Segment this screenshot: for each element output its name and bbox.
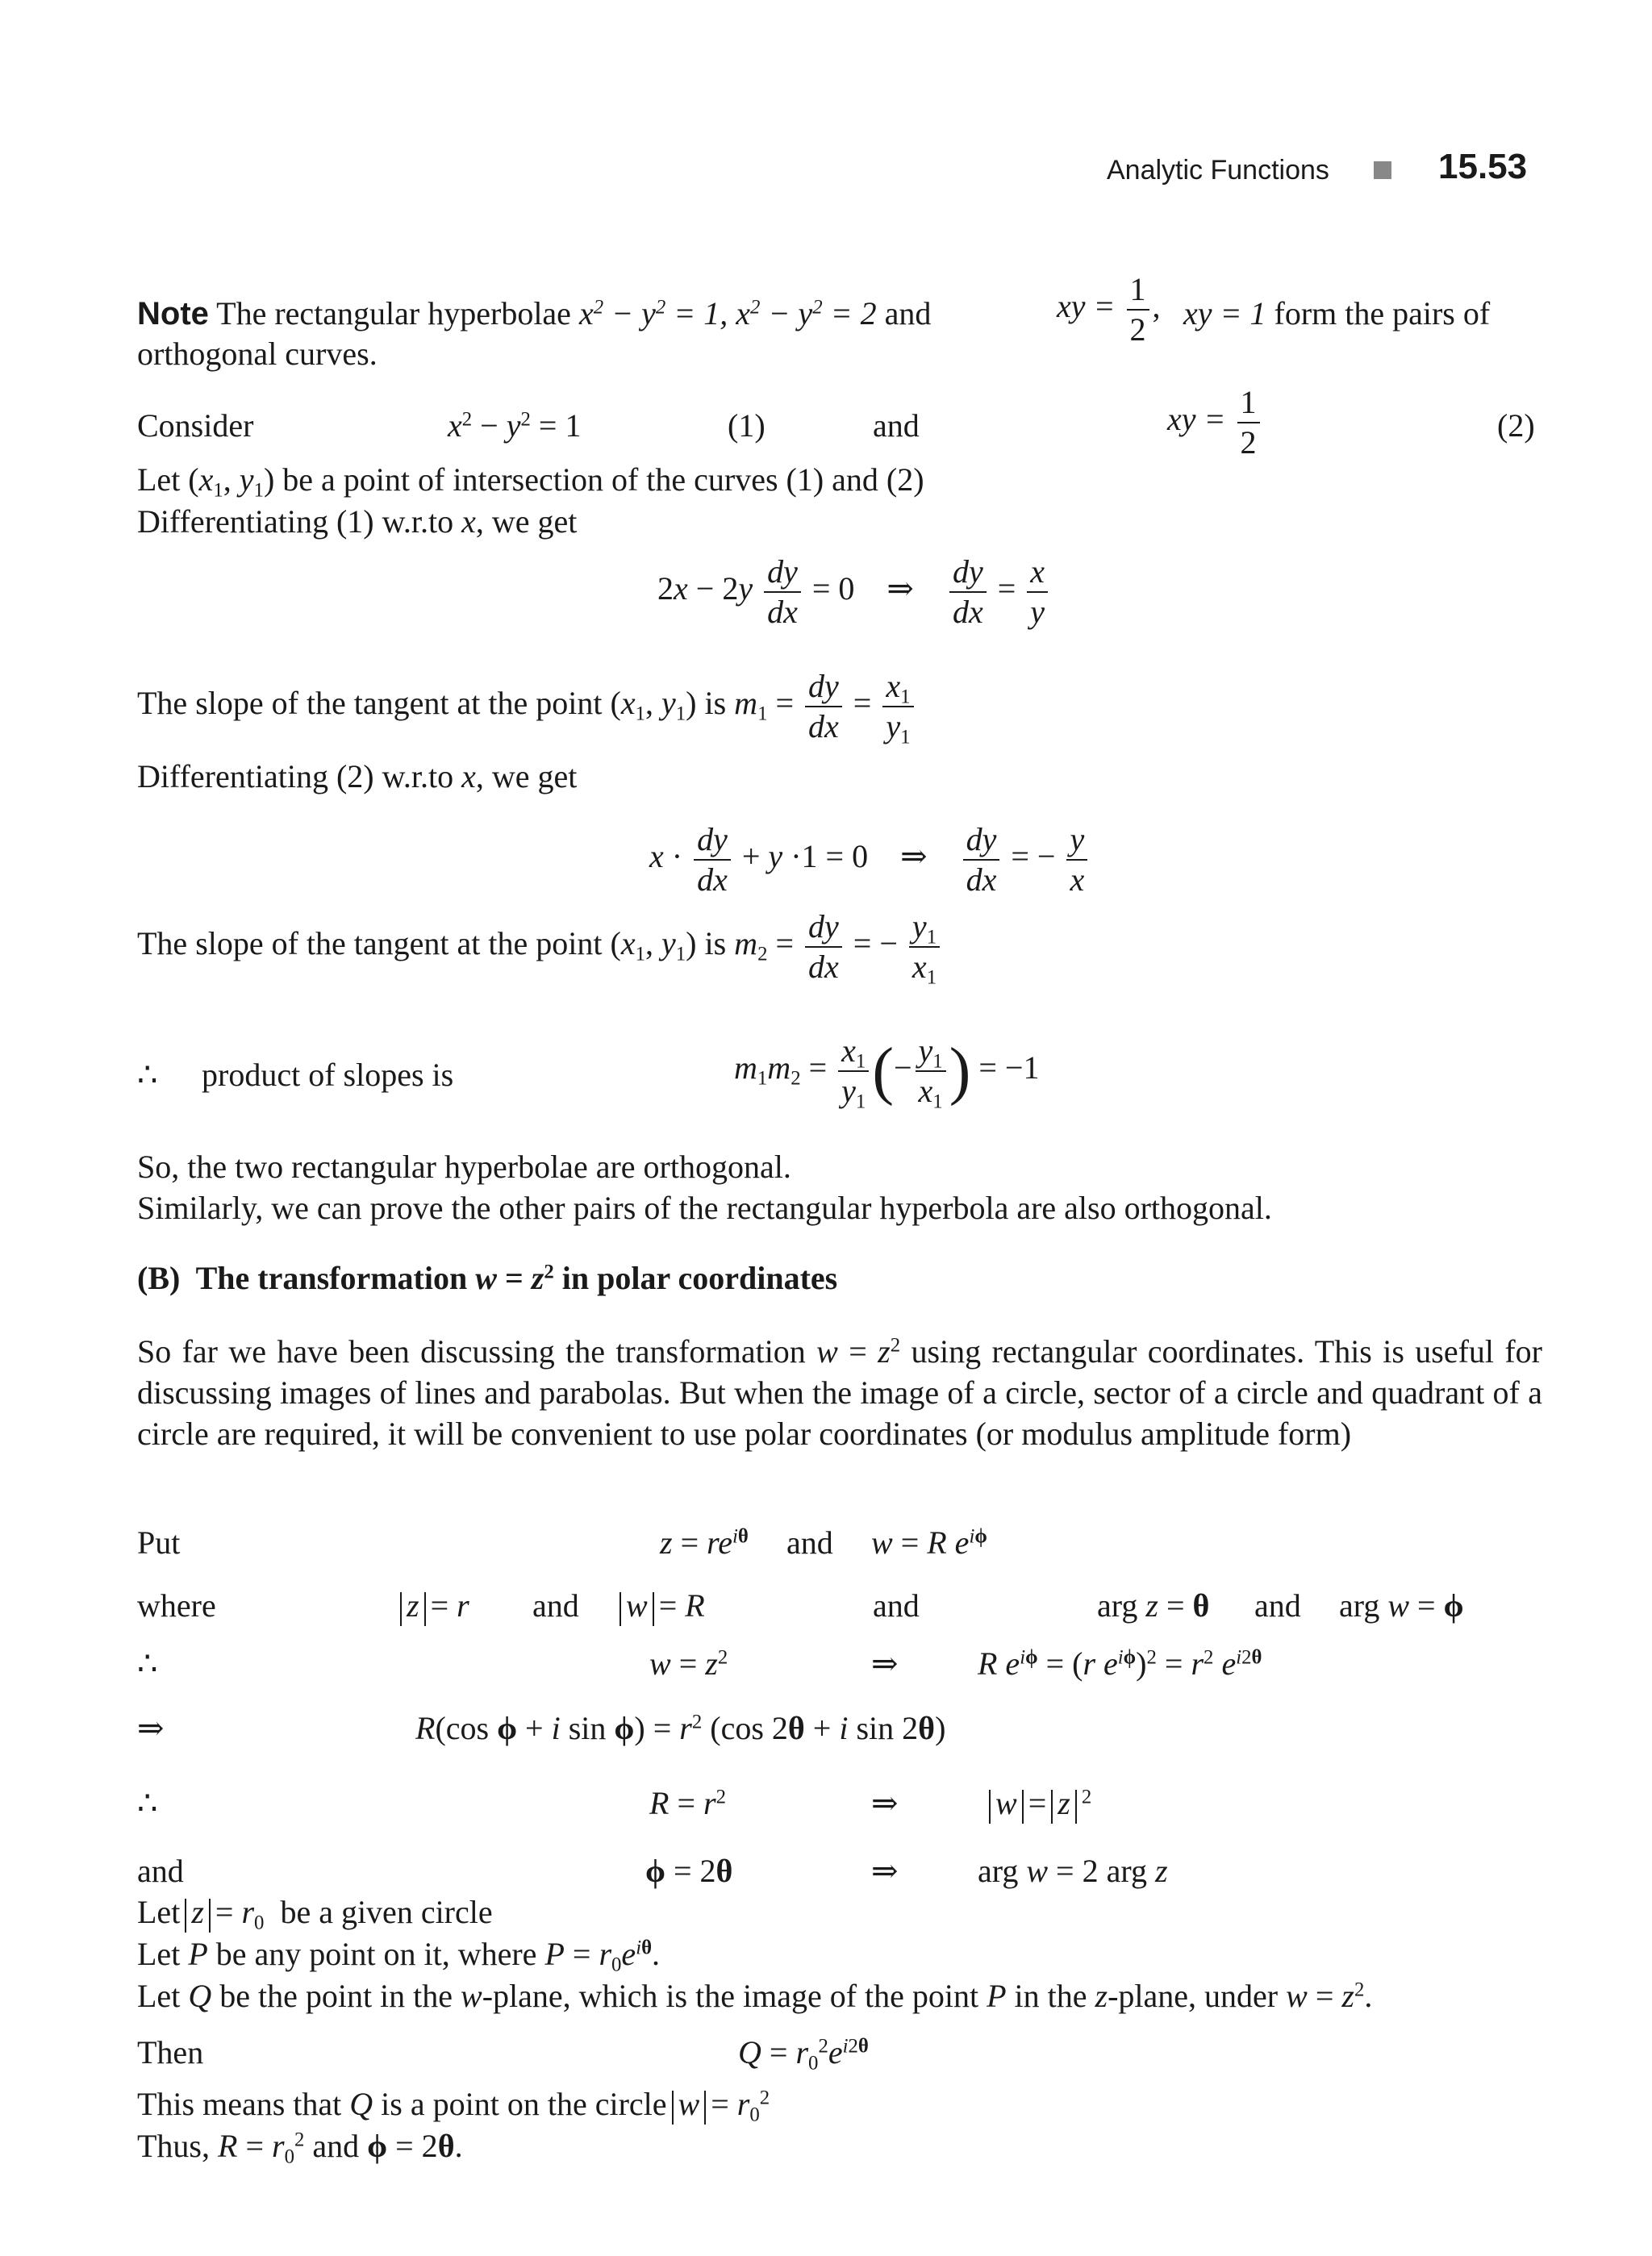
consider-eq2-num: 1 (1237, 386, 1260, 423)
note-and: and (884, 295, 932, 332)
where-label: where (137, 1587, 216, 1624)
consider-eq2-den: 2 (1240, 424, 1257, 461)
conclusion-1: So, the two rectangular hyperbolae are orthogonal. (137, 1149, 791, 1185)
implies-3: ⇒ (871, 1785, 899, 1821)
consider-and: and (873, 407, 920, 444)
note-fraction (1127, 273, 1149, 347)
phi-2theta: ϕ = 2θ (645, 1853, 733, 1889)
means-line: This means that Q is a point on the circle $w = r_0^2$ (137, 2086, 770, 2126)
implies-2: ⇒ (137, 1710, 165, 1746)
note-label: Note (137, 296, 209, 332)
then-label: Then (137, 2034, 204, 2070)
page-number: 15.53 (1438, 147, 1528, 186)
header-square-icon (1374, 161, 1391, 179)
note-eq-d: xy = 1 (1183, 295, 1266, 332)
trig-line: R(cos ϕ + i $\sin \phi) = r^2$ (cos 2θ + i sin 2θ) (415, 1710, 946, 1746)
diff2-text: Differentiating (2) w.r.to x, we get (137, 758, 578, 794)
consider-eq2-fraction (1237, 386, 1260, 460)
let-Q: Let Q be the point in the w-plane, which is the image of the point P in the z-plane, under $w = z^2$. (137, 1978, 1373, 2014)
deriv2-eq: x · $\frac{dy}{dx}$ + y ·1 = 0 ⇒ $\frac{dy}{dx}$ = − $\frac{y}{x}$ (649, 823, 1091, 897)
implies-4: ⇒ (871, 1853, 899, 1889)
let-circle: Let $z = r_0$ be a given circle (137, 1894, 493, 1934)
therefore-2: ∴ (137, 1645, 158, 1682)
consider-tag2: (2) (1497, 407, 1535, 444)
consider-label: Consider (137, 407, 254, 444)
note-eq-a: $x^2 - y^2 = 1$, (578, 295, 728, 332)
where-and-2: and (873, 1587, 920, 1624)
note-line-1 (137, 295, 931, 332)
implies-1: ⇒ (871, 1645, 899, 1682)
note-eq-b: $x^2 - y^2 = 2$ (736, 295, 877, 332)
where-and-1: and (532, 1587, 579, 1624)
consider-eq2 (1167, 386, 1263, 460)
consider-eq2-lhs: xy = (1167, 401, 1226, 438)
note-eq-c-lhs: xy = (1057, 288, 1116, 325)
put-w-eq: w = R $e^{i\phi}$ (871, 1524, 987, 1561)
arg-rel: arg w = 2 arg z (978, 1853, 1168, 1889)
note-text-b: form the pairs of (1274, 295, 1491, 332)
section-b-paragraph: So far we have been discussing the transformation $w = z^2$ using rectangular coordinates. This is useful for discussing images of lines and parabolas. But when the image of a circle, sector of a circle and quadrant of a circle are required, it will be convenient to use polar coordinates (or modulus amplitude form) (137, 1333, 1543, 1452)
let-P: Let P be any point on it, where $P = r_0e^{i\theta}$. (137, 1936, 661, 1976)
thus-line: Thus, $R = r_0^2$ and ϕ = 2θ. (137, 2128, 463, 2168)
w-z2: $w = z^2$ (649, 1645, 728, 1682)
note-text-a: The rectangular hyperbolae (216, 295, 571, 332)
product-text: product of slopes is (202, 1057, 454, 1093)
deriv1-eq: 2x − 2y $\frac{dy}{dx}$ = 0 ⇒ $\frac{dy}{dx}$ = $\frac{x}{y}$ (657, 555, 1051, 629)
therefore-symbol: ∴ (137, 1057, 158, 1093)
note-frac-num: 1 (1127, 273, 1149, 311)
Q-eq: $Q = r_0^2e^{i2\theta}$ (738, 2034, 869, 2075)
product-eq: $m_1m_2$ = $\frac{x_1}{y_1}$ (− $\frac{y_1}{x_1}$ ) = −1 (734, 1032, 1040, 1113)
note-frac-den: 2 (1129, 311, 1146, 348)
slope1-line: The slope of the tangent at the point ($x_1$, $y_1$) is $m_1$ = $\frac{dy}{dx}$ = $\frac{x_1}{y_1}$ (137, 669, 917, 744)
section-b-heading: (B) The transformation $w = z^2$ in polar coordinates (137, 1260, 838, 1296)
running-header-title: Analytic Functions (1107, 155, 1329, 186)
where-abs-w: w = R (615, 1587, 705, 1626)
where-arg-w: arg w = ϕ (1339, 1587, 1464, 1624)
conclusion-2: Similarly, we can prove the other pairs of the rectangular hyperbola are also orthogonal. (137, 1190, 1272, 1226)
note-line-2: orthogonal curves. (137, 336, 378, 372)
put-and: and (786, 1524, 833, 1561)
therefore-3: ∴ (137, 1785, 158, 1821)
slope2-line: The slope of the tangent at the point ($x_1$, $y_1$) is $m_2$ = $\frac{dy}{dx}$ = − $\frac{y_1}{x_1}$ (137, 910, 943, 984)
where-and-3: and (1254, 1587, 1301, 1624)
note-comma: , (1152, 288, 1161, 325)
R-r2: $R = r^2$ (649, 1785, 726, 1821)
note-line-1-end (1183, 295, 1490, 332)
where-abs-z: z = r (395, 1587, 469, 1626)
note-eq-c (1057, 273, 1161, 347)
mod-rel: w = z $^2$ (984, 1785, 1091, 1824)
put-label: Put (137, 1524, 181, 1561)
let-intersection: Let ($x_1$, $y_1$) be a point of intersection of the curves (1) and (2) (137, 461, 924, 502)
put-z-eq: $z = re^{i\theta}$ (660, 1524, 749, 1561)
where-arg-z: arg z = θ (1097, 1587, 1210, 1624)
exp-chain: R $e^{i\phi} = (r$ $e^{i\phi})^2 = r^2$ $e^{i2\theta}$ (978, 1645, 1262, 1682)
diff1-text: Differentiating (1) w.r.to x, we get (137, 503, 578, 540)
consider-tag1: (1) (728, 407, 766, 444)
consider-eq1: $x^2 - y^2 = 1$ (448, 407, 582, 444)
and-label: and (137, 1853, 184, 1889)
